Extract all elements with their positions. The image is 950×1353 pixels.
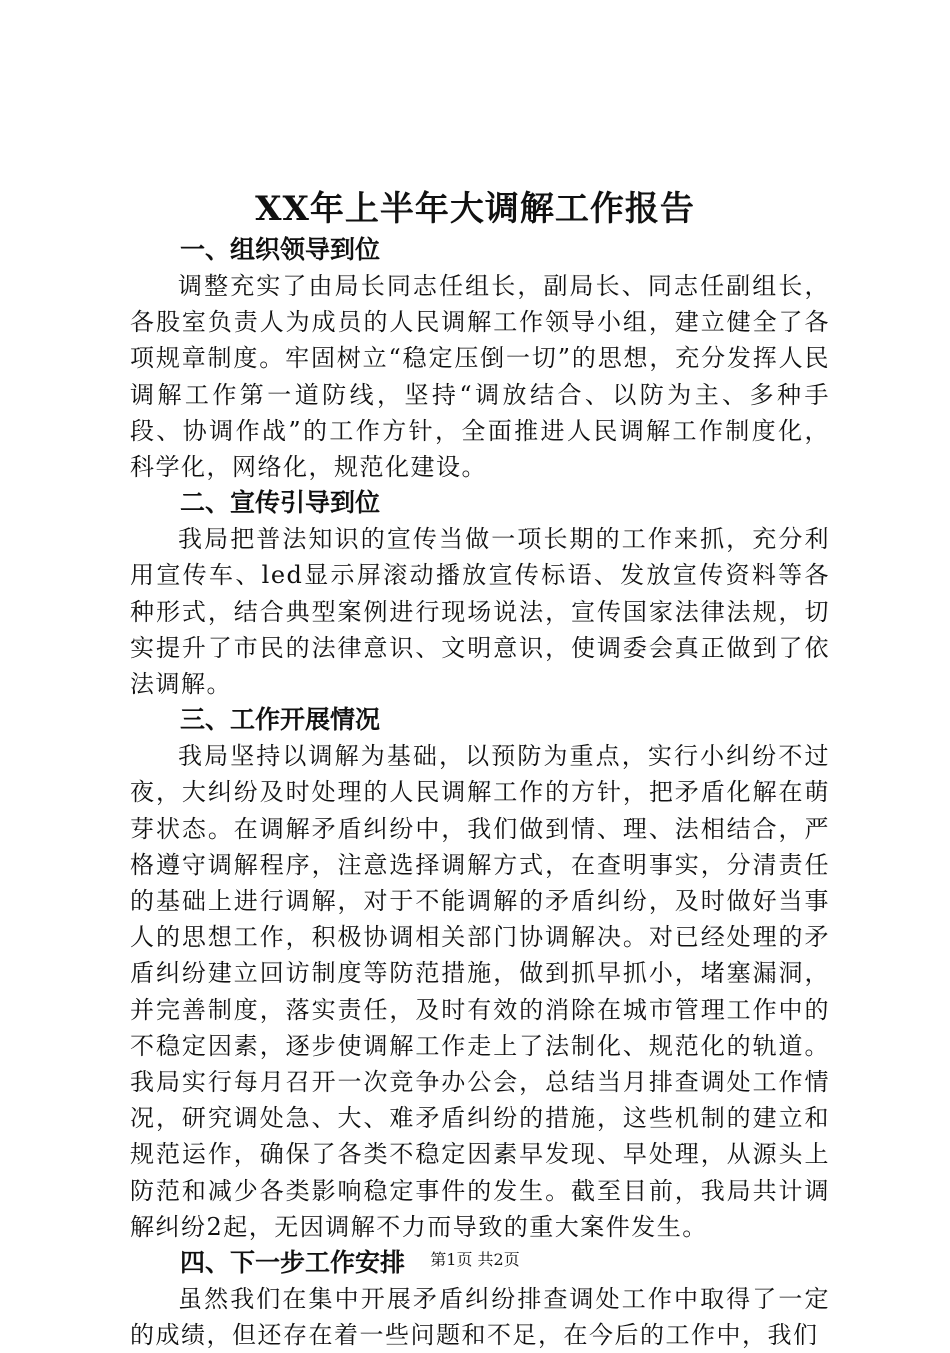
document-body bbox=[130, 232, 830, 1353]
section-paragraph-work-progress: 我局坚持以调解为基础，以预防为重点，实行小纠纷不过夜，大纠纷及时处理的人民调解工作的方针，把矛盾化解在萌芽状态。在调解矛盾纠纷中，我们做到情、理、法相结合，严格遵守调解程序，注意选择调解方式，在查明事实，分清责任的基础上进行调解，对于不能调解的矛盾纠纷，及时做好当事人的思想工作，积极协调相关部门协调解决。对已经处理的矛盾纠纷建立回访制度等防范措施，做到抓早抓小，堵塞漏洞，并完善制度，落实责任，及时有效的消除在城市管理工作中的不稳定因素，逐步使调解工作走上了法制化、规范化的轨道。我局实行每月召开一次竞争办公会，总结当月排查调处工作情况，研究调处急、大、难矛盾纠纷的措施，这些机制的建立和规范运作，确保了各类不稳定因素早发现、早处理，从源头上防范和减少各类影响稳定事件的发生。截至目前，我局共计调解纠纷2起，无因调解不力而导致的重大案件发生。 bbox=[130, 742, 830, 1241]
section-paragraph-organization: 调整充实了由局长同志任组长，副局长、同志任副组长，各股室负责人为成员的人民调解工作领导小组，建立健全了各项规章制度。牢固树立“稳定压倒一切”的思想，充分发挥人民调解工作第一道防线，坚持“调放结合、以防为主、多种手段、协调作战”的工作方针，全面推进人民调解工作制度化，科学化，网络化，规范化建设。 bbox=[130, 272, 830, 482]
section-paragraph-publicity: 我局把普法知识的宣传当做一项长期的工作来抓，充分利用宣传车、led显示屏滚动播放宣传标语、发放宣传资料等各种形式，结合典型案例进行现场说法，宣传国家法律法规，切实提升了市民的法律意识、文明意识，使调委会真正做到了依法调解。 bbox=[130, 525, 830, 699]
page-footer: 第1页 共2页 bbox=[430, 1250, 520, 1269]
section-paragraph-next-steps: 虽然我们在集中开展矛盾纠纷排查调处工作中取得了一定的成绩，但还存在着一些问题和不足，在今后的工作中，我们 bbox=[130, 1285, 830, 1350]
section-heading-next-steps: 四、下一步工作安排 bbox=[180, 1248, 406, 1278]
document-title: XX年上半年大调解工作报告 bbox=[255, 189, 695, 229]
section-heading-organization: 一、组织领导到位 bbox=[180, 235, 381, 264]
section-heading-publicity: 二、宣传引导到位 bbox=[180, 488, 381, 518]
section-heading-work-progress: 三、工作开展情况 bbox=[180, 705, 381, 735]
